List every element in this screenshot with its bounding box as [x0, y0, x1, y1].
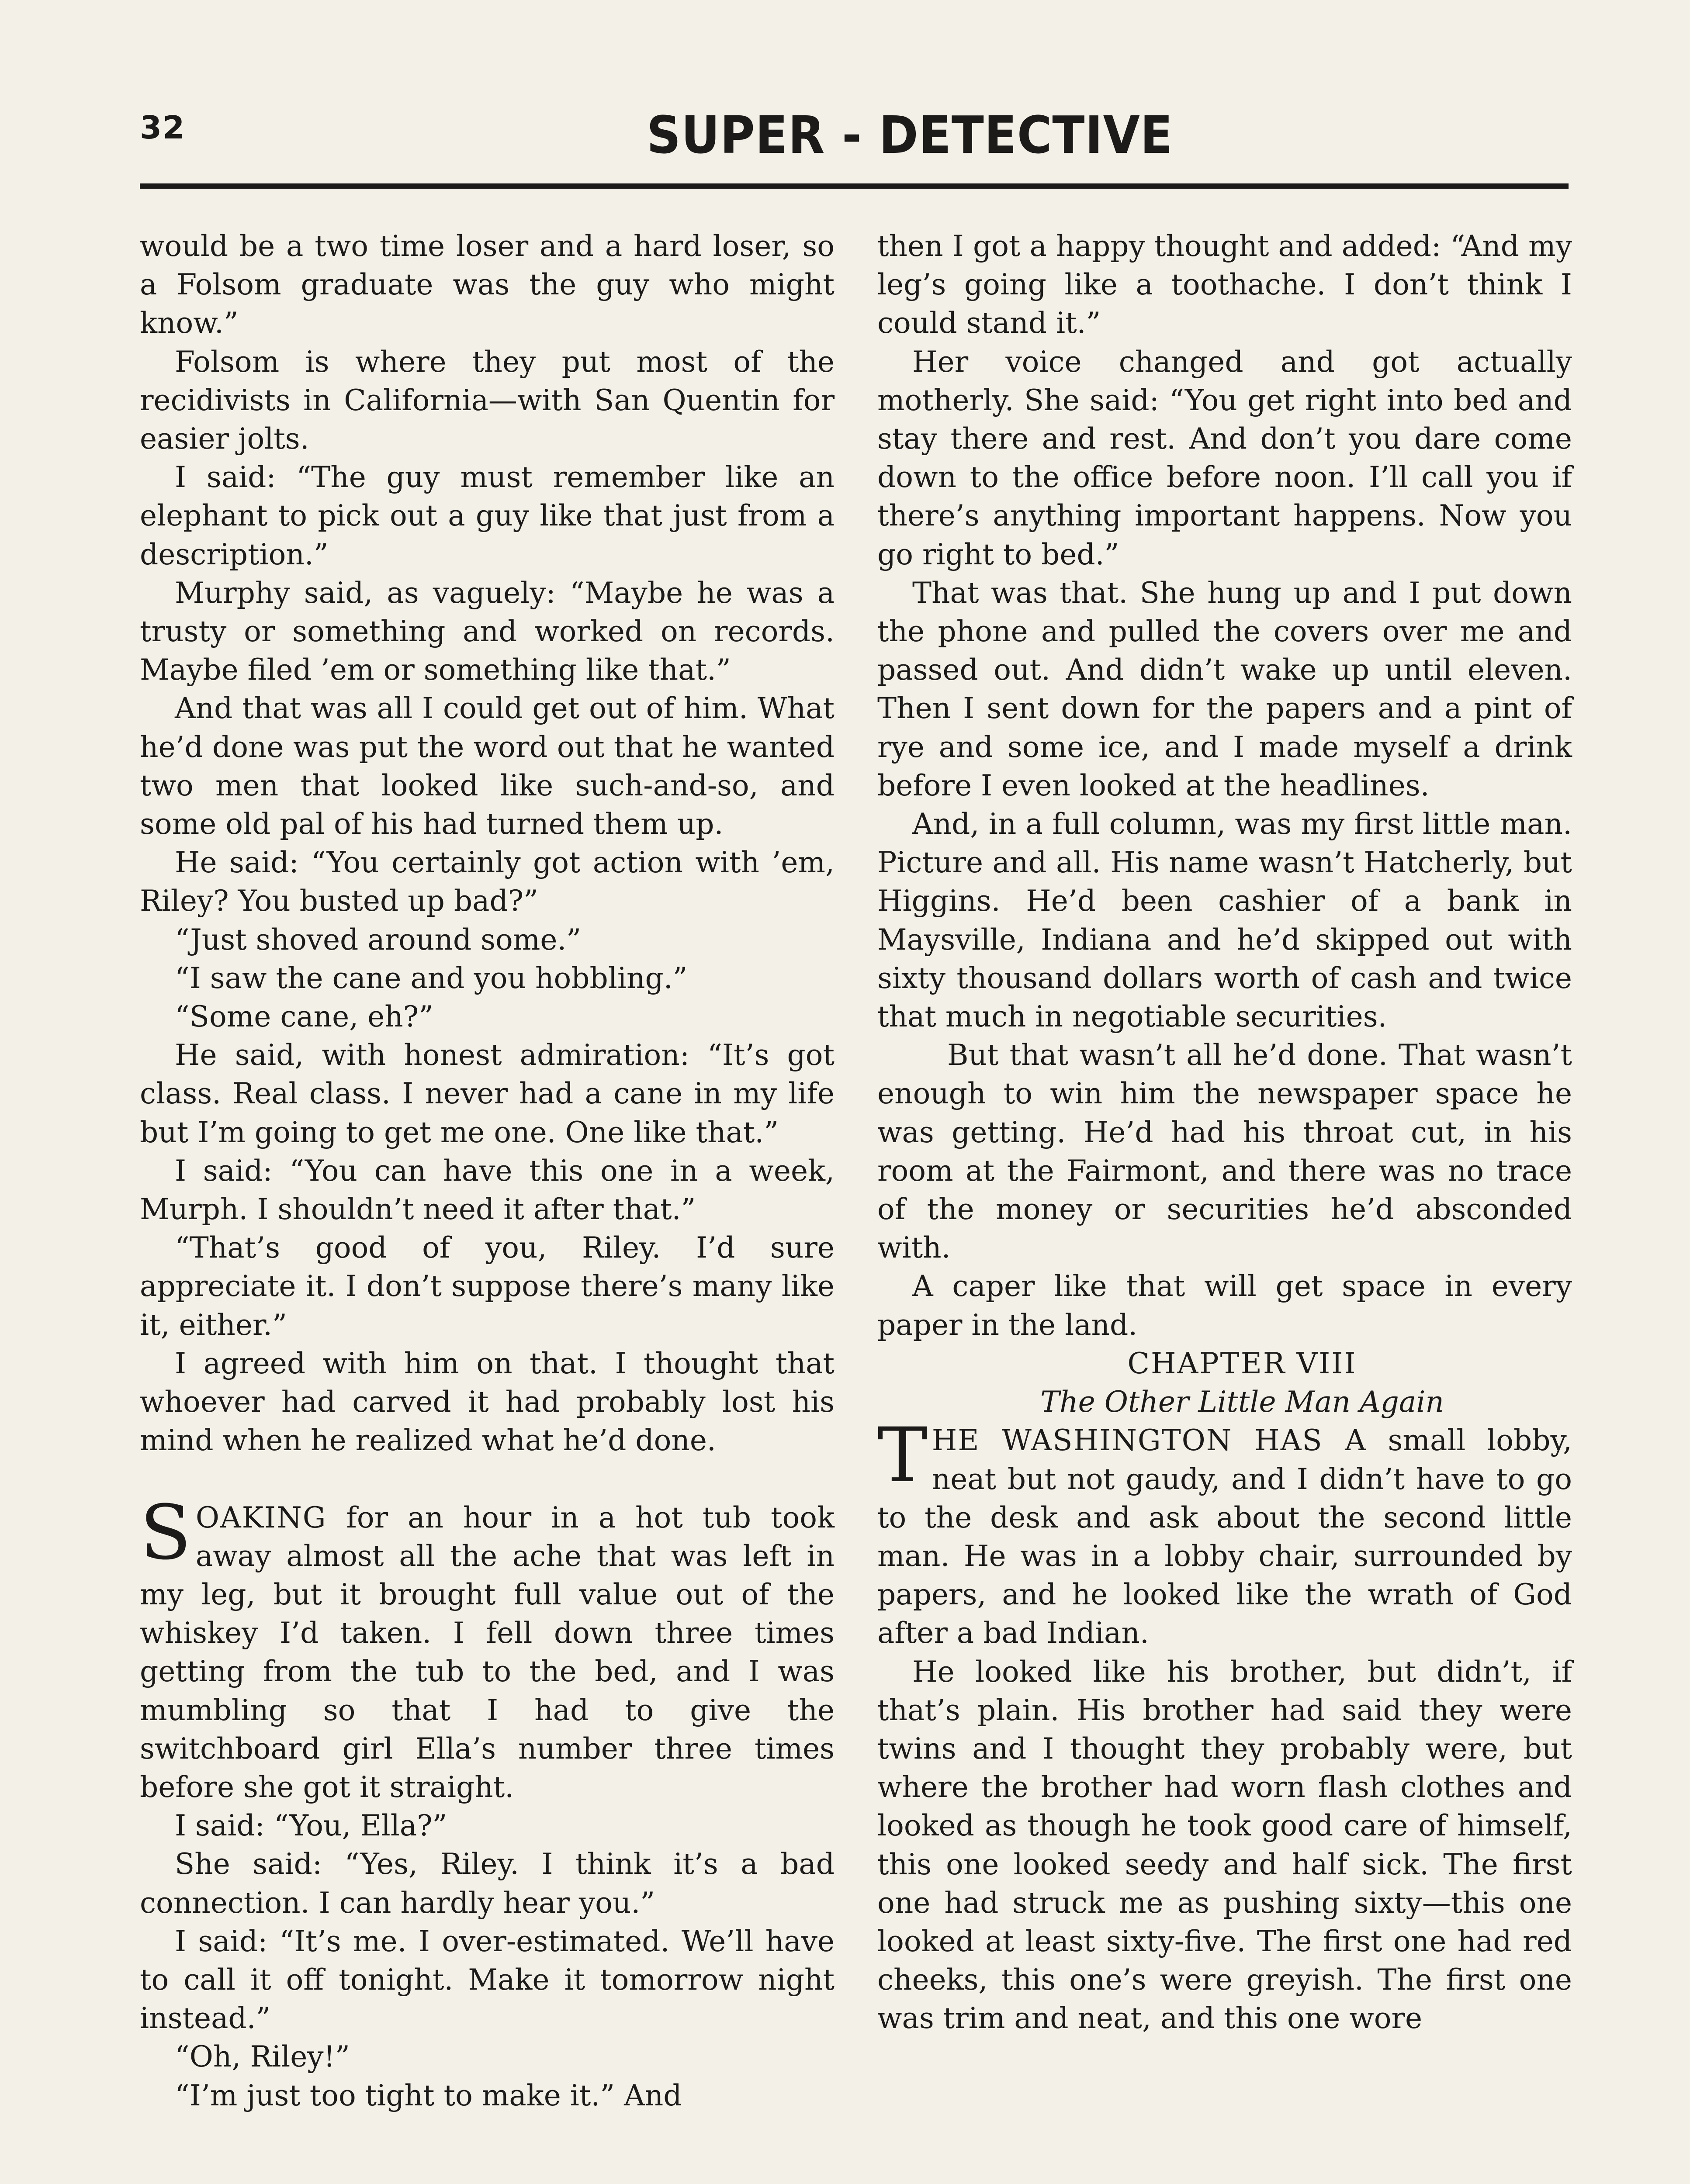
- paragraph: [140, 1229, 835, 1344]
- paragraph-text: Her voice changed and got actually motherly. She said: “You get right into bed and stay there and rest. And don’t you dare come down to the office before noon. I’ll call you if there’s anything important happens. Now you go right to bed.”: [877, 345, 1572, 571]
- magazine-title: SUPER - DETECTIVE: [647, 105, 1173, 165]
- page-number: 32: [140, 109, 186, 146]
- left-column: [140, 227, 835, 2115]
- paragraph-text: “Oh, Riley!”: [175, 2040, 350, 2074]
- paragraph-text: She said: “Yes, Riley. I think it’s a bad connection. I can hardly hear you.”: [140, 1847, 835, 1920]
- paragraph: [140, 843, 835, 920]
- paragraph: [140, 2077, 835, 2115]
- paragraph: [140, 574, 835, 690]
- paragraph: [877, 227, 1572, 343]
- paragraph-text: And that was all I could get out of him. What he’d done was put the word out that he wanted two men that looked like such-and-so, and some old pal of his had turned them up.: [140, 691, 835, 841]
- paragraph-text: He said: “You certainly got action with ’em, Riley? You busted up bad?”: [140, 846, 835, 918]
- paragraph: [140, 1488, 835, 1807]
- paragraph: [140, 1845, 835, 1922]
- paragraph-text: “Just shoved around some.”: [175, 923, 582, 957]
- paragraph-text: A caper like that will get space in every paper in the land.: [877, 1269, 1572, 1342]
- section-break: [140, 1460, 835, 1499]
- paragraph: [140, 1036, 835, 1152]
- paragraph-text: That was that. She hung up and I put down the phone and pulled the covers over me and passed out. And didn’t wake up until eleven. Then I sent down for the papers and a pint of rye and some ice, and I made myself a drink before I even looked at the headlines.: [877, 576, 1572, 802]
- lead-in-caps: HE WASHINGTON HAS A: [932, 1424, 1367, 1458]
- paragraph: [140, 1807, 835, 1845]
- chapter-heading: CHAPTER VIII: [1127, 1346, 1357, 1380]
- paragraph: [877, 574, 1572, 805]
- paragraph: [877, 343, 1572, 574]
- paragraph-text: “I’m just too tight to make it.” And: [175, 2078, 682, 2112]
- paragraph-text: I said: “You, Ella?”: [175, 1809, 447, 1843]
- paragraph: [140, 458, 835, 574]
- paragraph-text: “That’s good of you, Riley. I’d sure appreciate it. I don’t suppose there’s many like it, either.”: [140, 1231, 835, 1342]
- paragraph: [877, 805, 1572, 1036]
- lead-in-caps: OAKING: [195, 1500, 327, 1534]
- paragraph: [140, 689, 835, 843]
- paragraph: [877, 1036, 1572, 1267]
- paragraph: [140, 1344, 835, 1460]
- paragraph-text: Folsom is where they put most of the recidivists in California—with San Quentin for easier jolts.: [140, 345, 835, 456]
- paragraph-text: Murphy said, as vaguely: “Maybe he was a trusty or something and worked on records. Maybe filed ’em or something like that.”: [140, 576, 835, 687]
- paragraph-text: would be a two time loser and a hard loser, so a Folsom graduate was the guy who might know.”: [140, 229, 835, 340]
- paragraph: [877, 1267, 1572, 1344]
- paragraph: [140, 2038, 835, 2076]
- paragraph: [877, 1411, 1572, 1652]
- paragraph-text: for an hour in a hot tub took away almost all the ache that was left in my leg, but it brought full value out of the whiskey I’d taken. I fell down three times getting from the tub to the bed, and I was mumbling so that I had to give the switchboard girl Ella’s number three times before she got it straight.: [140, 1500, 835, 1804]
- paragraph-text: But that wasn’t all he’d done. That wasn’t enough to win him the newspaper space he was getting. He’d had his throat cut, in his room at the Fairmont, and there was no trace of the money or securities he’d absconded with.: [877, 1038, 1572, 1265]
- paragraph-text: “I saw the cane and you hobbling.”: [175, 961, 688, 995]
- paragraph: [140, 227, 835, 343]
- chapter-subtitle: The Other Little Man Again: [1040, 1385, 1444, 1419]
- paragraph: [140, 998, 835, 1036]
- paragraph: [140, 343, 835, 459]
- paragraph-text: And, in a full column, was my first little man. Picture and all. His name wasn’t Hatcherly, but Higgins. He’d been cashier of a bank in Maysville, Indiana and he’d skipped out with sixty thousand dollars worth of cash and twice that much in negotiable securities.: [877, 807, 1572, 1034]
- paragraph-text: He said, with honest admiration: “It’s got class. Real class. I never had a cane in my life but I’m going to get me one. One like that.”: [140, 1038, 835, 1149]
- paragraph-text: I said: “You can have this one in a week, Murph. I shouldn’t need it after that.”: [140, 1154, 835, 1227]
- paragraph: [140, 959, 835, 998]
- right-column: [877, 227, 1572, 2038]
- header-rule: [140, 183, 1569, 189]
- paragraph: [140, 1922, 835, 2038]
- paragraph-text: He looked like his brother, but didn’t, if that’s plain. His brother had said they were twins and I thought they probably were, but where the brother had worn flash clothes and looked as though he took good care of himself, this one looked seedy and half sick. The first one had struck me as pushing sixty—this one looked at least sixty-five. The first one had red cheeks, this one’s were greyish. The first one was trim and neat, and this one wore: [877, 1655, 1572, 2035]
- paragraph-text: then I got a happy thought and added: “And my leg’s going like a toothache. I don’t think I could stand it.”: [877, 229, 1572, 340]
- paragraph-text: small lobby, neat but not gaudy, and I didn’t have to go to the desk and ask about the second little man. He was in a lobby chair, surrounded by papers, and he looked like the wrath of God after a bad Indian.: [877, 1424, 1572, 1650]
- paragraph-text: I agreed with him on that. I thought that whoever had carved it had probably lost his mind when he realized what he’d done.: [140, 1346, 835, 1458]
- paragraph-text: “Some cane, eh?”: [175, 1000, 433, 1034]
- drop-cap: T: [877, 1411, 928, 1500]
- paragraph: [140, 921, 835, 959]
- paragraph-text: I said: “The guy must remember like an elephant to pick out a guy like that just from a description.”: [140, 460, 835, 571]
- drop-cap: S: [140, 1488, 191, 1576]
- paragraph: [140, 1152, 835, 1229]
- paragraph-text: I said: “It’s me. I over-estimated. We’ll have to call it off tonight. Make it tomorrow night instead.”: [140, 1924, 835, 2035]
- paragraph: [877, 1653, 1572, 2038]
